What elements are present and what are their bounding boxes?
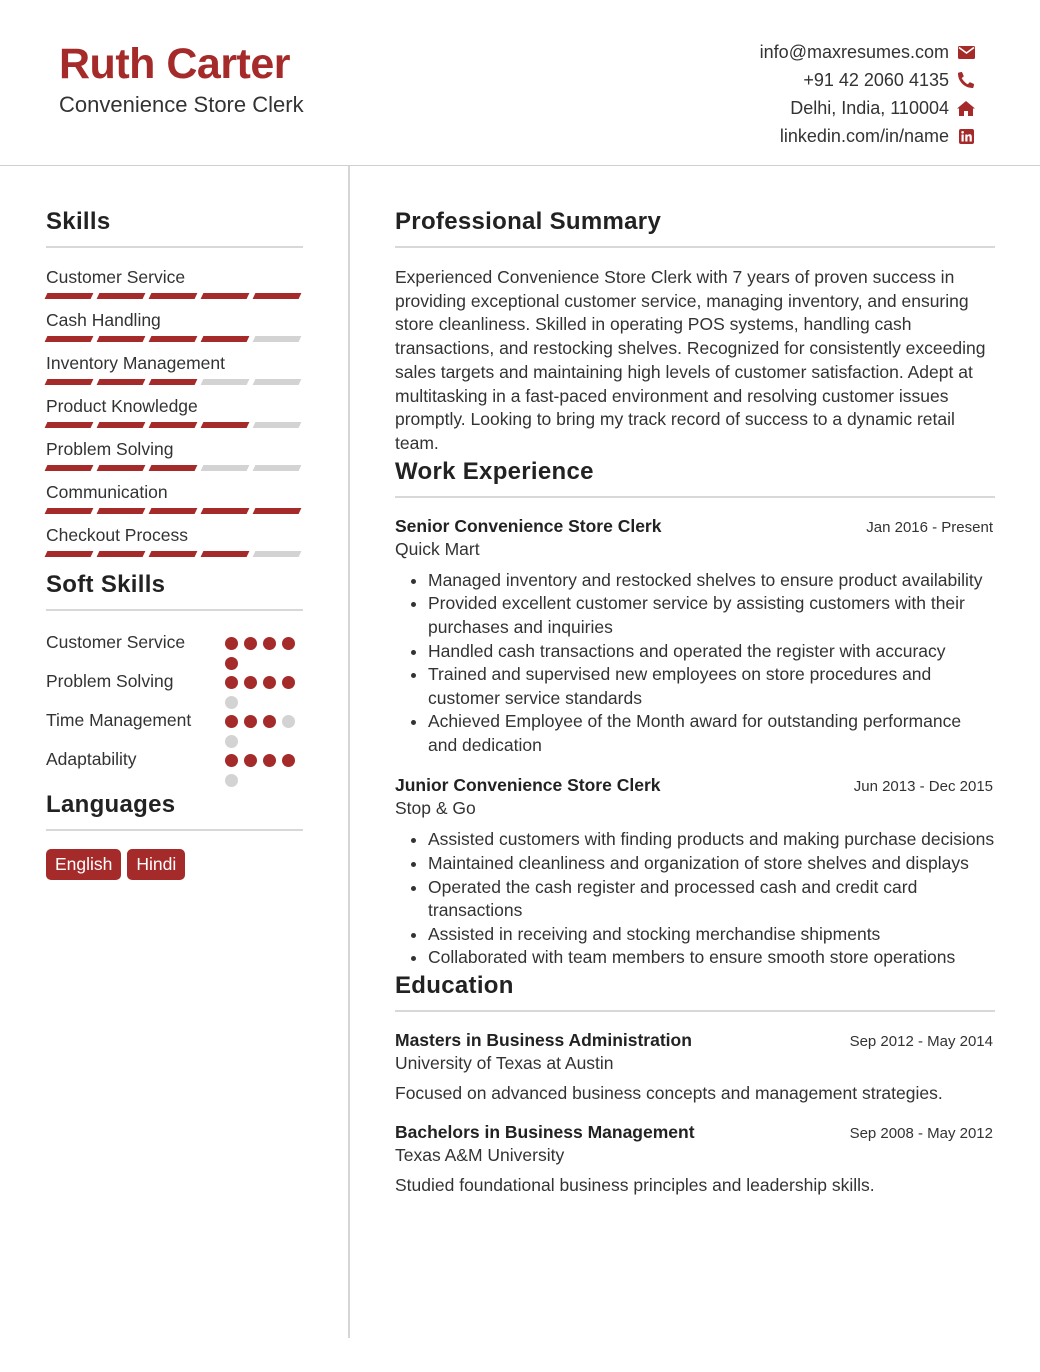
education-description: Studied foundational business principles and leadership skills. xyxy=(395,1174,875,1195)
languages-list xyxy=(46,849,303,880)
skill-level-segment xyxy=(45,508,94,514)
contact-phone-text: +91 42 2060 4135 xyxy=(803,69,949,90)
home-icon xyxy=(957,99,975,117)
column-divider xyxy=(348,166,350,1338)
education-header xyxy=(395,1030,995,1051)
soft-skill-level-dot xyxy=(225,657,238,670)
education-heading: Education xyxy=(395,972,995,1012)
skill-level-segment xyxy=(45,293,94,299)
contact-email[interactable] xyxy=(760,38,975,66)
summary-text: Experienced Convenience Store Clerk with 7 years of proven success in providing exceptional customer service, managing inventory, and ensuring store cleanliness. Skilled in operating POS systems, handling cash transactions, and restocking shelves. Recognized for consistently exceeding sales targets and maintaining high levels of customer satisfaction. Adept at multitasking in a fast-paced environment and resolving customer issues promptly. Looking to bring my track record of success to a dynamic retail team. xyxy=(395,267,986,453)
job-bullet: • Assisted customers with finding products and making purchase decisions xyxy=(428,828,995,851)
skill-level-bar xyxy=(46,336,303,342)
soft-skill-level-dot xyxy=(225,715,238,728)
language-badge: English xyxy=(46,849,121,880)
skill-level-segment xyxy=(97,379,146,385)
skill-name: Problem Solving xyxy=(46,439,174,459)
soft-skill-name: Adaptability xyxy=(46,749,137,769)
job-bullets xyxy=(395,828,995,970)
skill-level-segment xyxy=(201,293,250,299)
soft-skill-level-dot xyxy=(282,754,295,767)
soft-skill-level-dot xyxy=(225,696,238,709)
skill-level-bar xyxy=(46,293,303,299)
soft-skill-level-dot xyxy=(263,676,276,689)
experience-heading: Work Experience xyxy=(395,458,995,498)
soft-skill-level-dot xyxy=(225,754,238,767)
job-bullet: • Operated the cash register and processed cash and credit card transactions xyxy=(428,876,995,923)
soft-skill-level-dot xyxy=(244,754,257,767)
soft-skill-name: Problem Solving xyxy=(46,671,174,691)
job-entry xyxy=(395,516,995,757)
soft-skill-level-dot xyxy=(225,735,238,748)
skill-level-segment xyxy=(253,336,302,342)
skill-level-segment xyxy=(253,551,302,557)
soft-skills-list xyxy=(46,631,303,787)
job-bullet: • Assisted in receiving and stocking merchandise shipments xyxy=(428,923,995,946)
soft-skill-level-dot xyxy=(263,715,276,728)
education-degree: Masters in Business Administration xyxy=(395,1029,692,1050)
skill-level-segment xyxy=(45,422,94,428)
skill-level-segment xyxy=(253,379,302,385)
job-entry xyxy=(395,775,995,970)
education-description: Focused on advanced business concepts and management strategies. xyxy=(395,1082,943,1103)
soft-skill-level-dots xyxy=(225,631,303,670)
job-role: Senior Convenience Store Clerk xyxy=(395,515,662,536)
soft-skill-item xyxy=(46,748,303,787)
skill-name: Customer Service xyxy=(46,267,186,287)
skill-level-segment xyxy=(149,336,198,342)
skill-level-segment xyxy=(201,551,250,557)
skill-level-segment xyxy=(253,508,302,514)
contact-email-text: info@maxresumes.com xyxy=(759,41,949,62)
soft-skill-level-dot xyxy=(244,637,257,650)
experience-list xyxy=(395,516,995,970)
skill-level-segment xyxy=(201,422,250,428)
skill-level-segment xyxy=(97,465,146,471)
education-header xyxy=(395,1122,995,1143)
soft-skill-level-dots xyxy=(225,748,303,787)
contact-info xyxy=(760,38,975,150)
skill-item xyxy=(46,524,303,567)
job-bullet: • Maintained cleanliness and organization of store shelves and displays xyxy=(428,852,995,875)
skill-level-bar xyxy=(46,379,303,385)
soft-skill-item xyxy=(46,631,303,670)
job-date: Jun 2013 - Dec 2015 xyxy=(853,778,993,795)
skill-level-bar xyxy=(46,508,303,514)
skill-level-bar xyxy=(46,422,303,428)
soft-skill-level-dot xyxy=(263,637,276,650)
skill-level-segment xyxy=(149,293,198,299)
skill-level-segment xyxy=(149,422,198,428)
skill-name: Inventory Management xyxy=(46,353,225,373)
soft-skill-item xyxy=(46,709,303,748)
skill-level-segment xyxy=(45,379,94,385)
candidate-title: Convenience Store Clerk xyxy=(59,92,304,117)
skill-level-segment xyxy=(253,465,302,471)
skill-level-segment xyxy=(45,551,94,557)
skill-item xyxy=(46,438,303,481)
job-bullet: • Collaborated with team members to ensure smooth store operations xyxy=(428,946,995,969)
soft-skill-level-dot xyxy=(282,676,295,689)
soft-skill-level-dot xyxy=(244,715,257,728)
skill-level-segment xyxy=(97,422,146,428)
languages-heading: Languages xyxy=(46,791,303,831)
phone-icon xyxy=(957,71,975,89)
skill-level-segment xyxy=(149,465,198,471)
skill-item xyxy=(46,395,303,438)
contact-phone[interactable] xyxy=(760,66,975,94)
summary-heading: Professional Summary xyxy=(395,208,995,248)
skill-level-segment xyxy=(97,336,146,342)
left-column xyxy=(46,208,303,880)
job-bullet: • Managed inventory and restocked shelves to ensure product availability xyxy=(428,569,995,592)
skill-item xyxy=(46,352,303,395)
envelope-icon xyxy=(957,43,975,61)
skill-level-segment xyxy=(45,336,94,342)
skill-item xyxy=(46,266,303,309)
candidate-name: Ruth Carter xyxy=(59,40,291,88)
education-date: Sep 2012 - May 2014 xyxy=(849,1032,993,1050)
skill-level-segment xyxy=(201,465,250,471)
skill-level-segment xyxy=(201,379,250,385)
skill-name: Checkout Process xyxy=(46,525,189,545)
job-company: Quick Mart xyxy=(395,538,480,559)
education-entry xyxy=(395,1030,995,1104)
skill-level-segment xyxy=(149,379,198,385)
job-role: Junior Convenience Store Clerk xyxy=(395,775,661,795)
education-date: Sep 2008 - May 2012 xyxy=(849,1124,993,1142)
job-date: Jan 2016 - Present xyxy=(866,518,993,536)
skill-level-segment xyxy=(97,293,146,299)
skill-name: Cash Handling xyxy=(46,310,161,330)
soft-skill-item xyxy=(46,670,303,709)
soft-skill-name: Customer Service xyxy=(46,632,186,652)
language-badge: Hindi xyxy=(127,849,185,880)
job-bullet: • Trained and supervised new employees on store procedures and customer service standards xyxy=(428,663,995,710)
soft-skill-level-dots xyxy=(225,670,303,709)
skill-level-segment xyxy=(253,293,302,299)
contact-address-text: Delhi, India, 110004 xyxy=(790,97,949,118)
soft-skill-level-dot xyxy=(244,676,257,689)
education-degree: Bachelors in Business Management xyxy=(395,1121,695,1142)
contact-address xyxy=(760,94,975,122)
skill-level-segment xyxy=(253,422,302,428)
education-list xyxy=(395,1030,995,1196)
job-header xyxy=(395,775,995,796)
skill-level-segment xyxy=(97,508,146,514)
soft-skill-level-dot xyxy=(225,637,238,650)
soft-skill-level-dot xyxy=(282,637,295,650)
soft-skill-level-dot xyxy=(282,715,295,728)
skill-level-segment xyxy=(201,336,250,342)
skill-level-segment xyxy=(149,508,198,514)
job-bullets xyxy=(395,569,995,757)
skill-level-segment xyxy=(97,551,146,557)
soft-skill-level-dot xyxy=(225,676,238,689)
skill-level-bar xyxy=(46,551,303,557)
skill-item xyxy=(46,481,303,524)
contact-linkedin[interactable] xyxy=(760,122,975,150)
skill-level-bar xyxy=(46,465,303,471)
soft-skill-name: Time Management xyxy=(46,710,192,730)
skill-name: Communication xyxy=(46,482,168,502)
soft-skill-level-dot xyxy=(263,754,276,767)
skills-heading: Skills xyxy=(46,208,303,248)
contact-linkedin-text: linkedin.com/in/name xyxy=(779,125,949,146)
skills-list xyxy=(46,266,303,567)
job-bullet: • Handled cash transactions and operated the register with accuracy xyxy=(428,640,995,663)
resume-header xyxy=(0,0,1040,166)
skill-level-segment xyxy=(201,508,250,514)
skill-item xyxy=(46,309,303,352)
soft-skills-heading: Soft Skills xyxy=(46,571,303,611)
soft-skill-level-dot xyxy=(225,774,238,787)
soft-skill-level-dots xyxy=(225,709,303,748)
skill-name: Product Knowledge xyxy=(46,396,198,416)
job-company: Stop & Go xyxy=(395,798,476,818)
education-entry xyxy=(395,1122,995,1196)
education-school: Texas A&M University xyxy=(395,1144,565,1165)
job-bullet: • Provided excellent customer service by assisting customers with their purchases and inquiries xyxy=(428,592,995,639)
linkedin-icon xyxy=(957,127,975,145)
skill-level-segment xyxy=(45,465,94,471)
education-school: University of Texas at Austin xyxy=(395,1052,614,1073)
job-bullet: • Achieved Employee of the Month award for outstanding performance and dedication xyxy=(428,710,995,757)
right-column xyxy=(395,208,995,1196)
skill-level-segment xyxy=(149,551,198,557)
job-header xyxy=(395,516,995,537)
